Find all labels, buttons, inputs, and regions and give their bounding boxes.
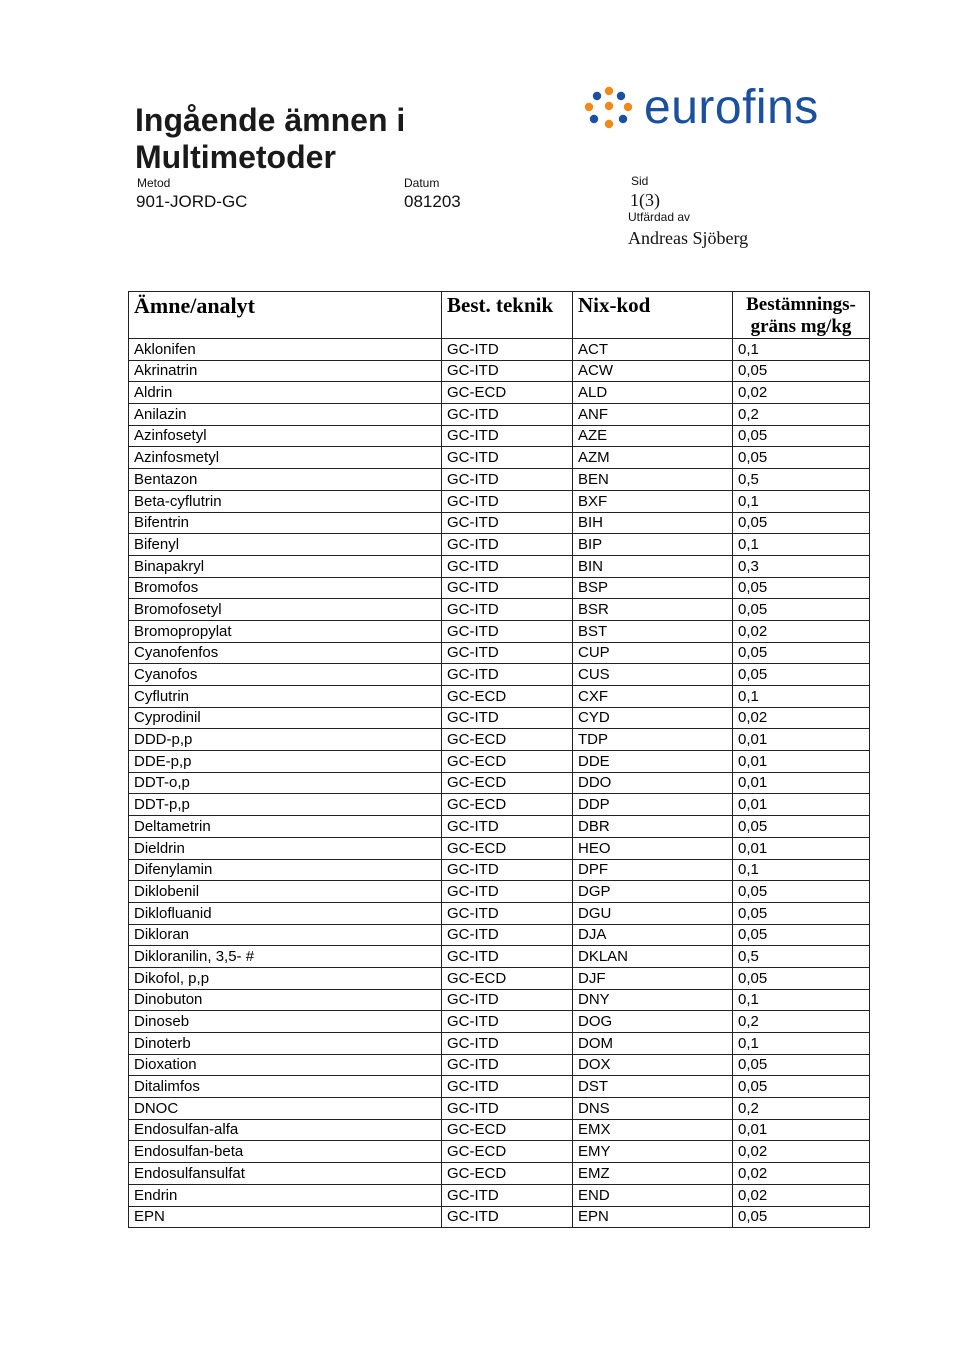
teknik-cell: GC-ITD [442,946,573,968]
title-line-2: Multimetoder [135,139,336,175]
grans-cell: 0,2 [733,404,870,426]
analyt-cell: Endosulfan-alfa [129,1119,442,1141]
nix-kod-cell: AZE [573,425,733,447]
analyt-cell: Endrin [129,1184,442,1206]
nix-kod-cell: BSP [573,577,733,599]
nix-kod-cell: TDP [573,729,733,751]
nix-kod-cell: END [573,1184,733,1206]
nix-kod-cell: EMZ [573,1163,733,1185]
analyt-cell: Aldrin [129,382,442,404]
grans-cell: 0,05 [733,1076,870,1098]
table-row [129,989,870,1011]
analyt-cell: Diklofluanid [129,902,442,924]
teknik-cell: GC-ITD [442,1184,573,1206]
analyt-cell: Dikloran [129,924,442,946]
grans-cell: 0,05 [733,360,870,382]
analyt-cell: Cyprodinil [129,707,442,729]
analyt-cell: Dinoterb [129,1033,442,1055]
nix-kod-cell: DDP [573,794,733,816]
sid-value: 1(3) [630,190,660,210]
nix-kod-cell: EMX [573,1119,733,1141]
table-row [129,664,870,686]
grans-cell: 0,02 [733,1141,870,1163]
table-row [129,816,870,838]
teknik-cell: GC-ITD [442,1098,573,1120]
analyt-cell: Dioxation [129,1054,442,1076]
teknik-cell: GC-ITD [442,577,573,599]
grans-cell: 0,05 [733,599,870,621]
grans-cell: 0,2 [733,1011,870,1033]
eurofins-logo [580,82,830,142]
table-row [129,902,870,924]
analyt-cell: Aklonifen [129,339,442,361]
table-row [129,1163,870,1185]
table-row [129,1098,870,1120]
nix-kod-cell: ACT [573,339,733,361]
teknik-cell: GC-ECD [442,1163,573,1185]
analyt-cell: Deltametrin [129,816,442,838]
utfardad-value: Andreas Sjöberg [628,228,749,248]
teknik-cell: GC-ITD [442,816,573,838]
analyt-cell: Cyanofos [129,664,442,686]
nix-kod-cell: ANF [573,404,733,426]
teknik-cell: GC-ITD [442,512,573,534]
grans-cell: 0,1 [733,490,870,512]
teknik-cell: GC-ITD [442,339,573,361]
table-row [129,1076,870,1098]
grans-cell: 0,05 [733,967,870,989]
teknik-cell: GC-ECD [442,686,573,708]
table-row [129,512,870,534]
title-line-1: Ingående ämnen i [135,102,406,138]
grans-cell: 0,01 [733,837,870,859]
teknik-cell: GC-ITD [442,404,573,426]
analyt-cell: Bromopropylat [129,620,442,642]
grans-cell: 0,1 [733,339,870,361]
column-header-teknik: Best. teknik [442,292,573,339]
teknik-cell: GC-ITD [442,924,573,946]
nix-kod-cell: BXF [573,490,733,512]
sid-label: Sid [631,174,649,188]
table-row [129,490,870,512]
table-row [129,729,870,751]
grans-cell: 0,02 [733,707,870,729]
table-row [129,577,870,599]
table-row [129,1184,870,1206]
table-row [129,859,870,881]
table-row [129,794,870,816]
eurofins-wordmark: eurofins [644,81,819,134]
grans-cell: 0,02 [733,1184,870,1206]
table-row [129,382,870,404]
analyt-cell: Dikofol, p,p [129,967,442,989]
analyt-cell: Azinfosetyl [129,425,442,447]
nix-kod-cell: HEO [573,837,733,859]
teknik-cell: GC-ITD [442,707,573,729]
analyt-cell: Dikloranilin, 3,5- # [129,946,442,968]
analyt-cell: Bentazon [129,469,442,491]
grans-cell: 0,05 [733,881,870,903]
teknik-cell: GC-ITD [442,534,573,556]
column-header-analyt: Ämne/analyt [129,292,442,339]
table-row [129,599,870,621]
nix-kod-cell: BIN [573,555,733,577]
teknik-cell: GC-ITD [442,620,573,642]
analyt-cell: Cyflutrin [129,686,442,708]
grans-cell: 0,5 [733,469,870,491]
teknik-cell: GC-ITD [442,555,573,577]
table-row [129,339,870,361]
grans-cell: 0,05 [733,577,870,599]
analyt-cell: DDT-o,p [129,772,442,794]
table-row [129,686,870,708]
table-row [129,425,870,447]
nix-kod-cell: EMY [573,1141,733,1163]
grans-cell: 0,05 [733,902,870,924]
table-row [129,1206,870,1228]
grans-cell: 0,05 [733,642,870,664]
nix-kod-cell: BSR [573,599,733,621]
nix-kod-cell: ACW [573,360,733,382]
grans-cell: 0,05 [733,1054,870,1076]
grans-cell: 0,1 [733,859,870,881]
nix-kod-cell: DOG [573,1011,733,1033]
analyt-cell: Anilazin [129,404,442,426]
datum-label: Datum [404,176,440,190]
nix-kod-cell: DJA [573,924,733,946]
table-row [129,1141,870,1163]
teknik-cell: GC-ITD [442,1054,573,1076]
grans-cell: 0,3 [733,555,870,577]
nix-kod-cell: DGP [573,881,733,903]
grans-cell: 0,01 [733,1119,870,1141]
metod-label: Metod [137,176,171,190]
nix-kod-cell: DOM [573,1033,733,1055]
analyte-table [128,291,870,1228]
nix-kod-cell: AZM [573,447,733,469]
table-row [129,534,870,556]
teknik-cell: GC-ECD [442,967,573,989]
analyt-cell: Endosulfansulfat [129,1163,442,1185]
analyt-cell: Dinobuton [129,989,442,1011]
table-row [129,447,870,469]
table-row [129,620,870,642]
nix-kod-cell: DDO [573,772,733,794]
table-row [129,1054,870,1076]
table-row [129,946,870,968]
teknik-cell: GC-ITD [442,1076,573,1098]
metod-value: 901-JORD-GC [136,192,248,211]
nix-kod-cell: BIH [573,512,733,534]
grans-cell: 0,1 [733,989,870,1011]
teknik-cell: GC-ITD [442,859,573,881]
nix-kod-cell: DNY [573,989,733,1011]
grans-cell: 0,1 [733,1033,870,1055]
grans-cell: 0,1 [733,534,870,556]
nix-kod-cell: DKLAN [573,946,733,968]
grans-cell: 0,02 [733,620,870,642]
table-row [129,772,870,794]
table-row [129,469,870,491]
nix-kod-cell: DPF [573,859,733,881]
teknik-cell: GC-ECD [442,382,573,404]
grans-cell: 0,01 [733,729,870,751]
analyt-cell: Bromofosetyl [129,599,442,621]
analyt-cell: DDD-p,p [129,729,442,751]
teknik-cell: GC-ECD [442,1119,573,1141]
analyt-cell: Diklobenil [129,881,442,903]
grans-cell: 0,1 [733,686,870,708]
analyt-cell: DDT-p,p [129,794,442,816]
table-body [129,339,870,1228]
grans-cell: 0,05 [733,816,870,838]
teknik-cell: GC-ITD [442,469,573,491]
analyt-cell: Bifentrin [129,512,442,534]
teknik-cell: GC-ECD [442,729,573,751]
analyt-cell: Bifenyl [129,534,442,556]
analyt-cell: Akrinatrin [129,360,442,382]
teknik-cell: GC-ITD [442,360,573,382]
teknik-cell: GC-ECD [442,772,573,794]
teknik-cell: GC-ITD [442,881,573,903]
nix-kod-cell: CUP [573,642,733,664]
grans-cell: 0,5 [733,946,870,968]
analyt-cell: EPN [129,1206,442,1228]
analyt-cell: Cyanofenfos [129,642,442,664]
analyt-cell: Endosulfan-beta [129,1141,442,1163]
table-row [129,642,870,664]
grans-cell: 0,02 [733,1163,870,1185]
analyt-cell: DDE-p,p [129,751,442,773]
analyt-cell: Difenylamin [129,859,442,881]
nix-kod-cell: DOX [573,1054,733,1076]
grans-cell: 0,05 [733,664,870,686]
table-row [129,360,870,382]
analyt-cell: Ditalimfos [129,1076,442,1098]
nix-kod-cell: BST [573,620,733,642]
teknik-cell: GC-ECD [442,1141,573,1163]
nix-kod-cell: BIP [573,534,733,556]
teknik-cell: GC-ITD [442,447,573,469]
table-row [129,1033,870,1055]
nix-kod-cell: DGU [573,902,733,924]
teknik-cell: GC-ITD [442,425,573,447]
analyt-cell: Azinfosmetyl [129,447,442,469]
column-header-bestamningsgrans: Bestämnings-gräns mg/kg [733,292,870,339]
analyt-cell: DNOC [129,1098,442,1120]
analyt-cell: Dieldrin [129,837,442,859]
nix-kod-cell: CYD [573,707,733,729]
table-row [129,555,870,577]
nix-kod-cell: BEN [573,469,733,491]
teknik-cell: GC-ITD [442,490,573,512]
table-row [129,881,870,903]
column-header-nix-kod: Nix-kod [573,292,733,339]
datum-value: 081203 [404,192,461,211]
utfardad-label: Utfärdad av [628,210,691,224]
grans-cell: 0,2 [733,1098,870,1120]
grans-cell: 0,05 [733,447,870,469]
table-row [129,707,870,729]
teknik-cell: GC-ITD [442,664,573,686]
nix-kod-cell: DBR [573,816,733,838]
table-row [129,924,870,946]
page-title [135,102,515,176]
nix-kod-cell: CXF [573,686,733,708]
teknik-cell: GC-ITD [442,1011,573,1033]
teknik-cell: GC-ITD [442,902,573,924]
table-row [129,1119,870,1141]
grans-cell: 0,01 [733,751,870,773]
teknik-cell: GC-ITD [442,989,573,1011]
nix-kod-cell: DJF [573,967,733,989]
nix-kod-cell: DST [573,1076,733,1098]
teknik-cell: GC-ECD [442,794,573,816]
teknik-cell: GC-ITD [442,1206,573,1228]
eurofins-dots-icon [580,86,638,130]
table-row [129,404,870,426]
grans-cell: 0,05 [733,425,870,447]
table-row [129,967,870,989]
grans-cell: 0,05 [733,924,870,946]
grans-cell: 0,05 [733,1206,870,1228]
grans-cell: 0,01 [733,772,870,794]
nix-kod-cell: DNS [573,1098,733,1120]
table-row [129,1011,870,1033]
teknik-cell: GC-ECD [442,837,573,859]
nix-kod-cell: DDE [573,751,733,773]
table-row [129,837,870,859]
grans-cell: 0,01 [733,794,870,816]
grans-cell: 0,02 [733,382,870,404]
nix-kod-cell: CUS [573,664,733,686]
teknik-cell: GC-ITD [442,642,573,664]
nix-kod-cell: EPN [573,1206,733,1228]
table-row [129,751,870,773]
teknik-cell: GC-ITD [442,599,573,621]
table-header-row [129,292,870,339]
grans-cell: 0,05 [733,512,870,534]
analyt-cell: Binapakryl [129,555,442,577]
teknik-cell: GC-ITD [442,1033,573,1055]
analyt-cell: Beta-cyflutrin [129,490,442,512]
analyt-cell: Bromofos [129,577,442,599]
nix-kod-cell: ALD [573,382,733,404]
teknik-cell: GC-ECD [442,751,573,773]
analyt-cell: Dinoseb [129,1011,442,1033]
